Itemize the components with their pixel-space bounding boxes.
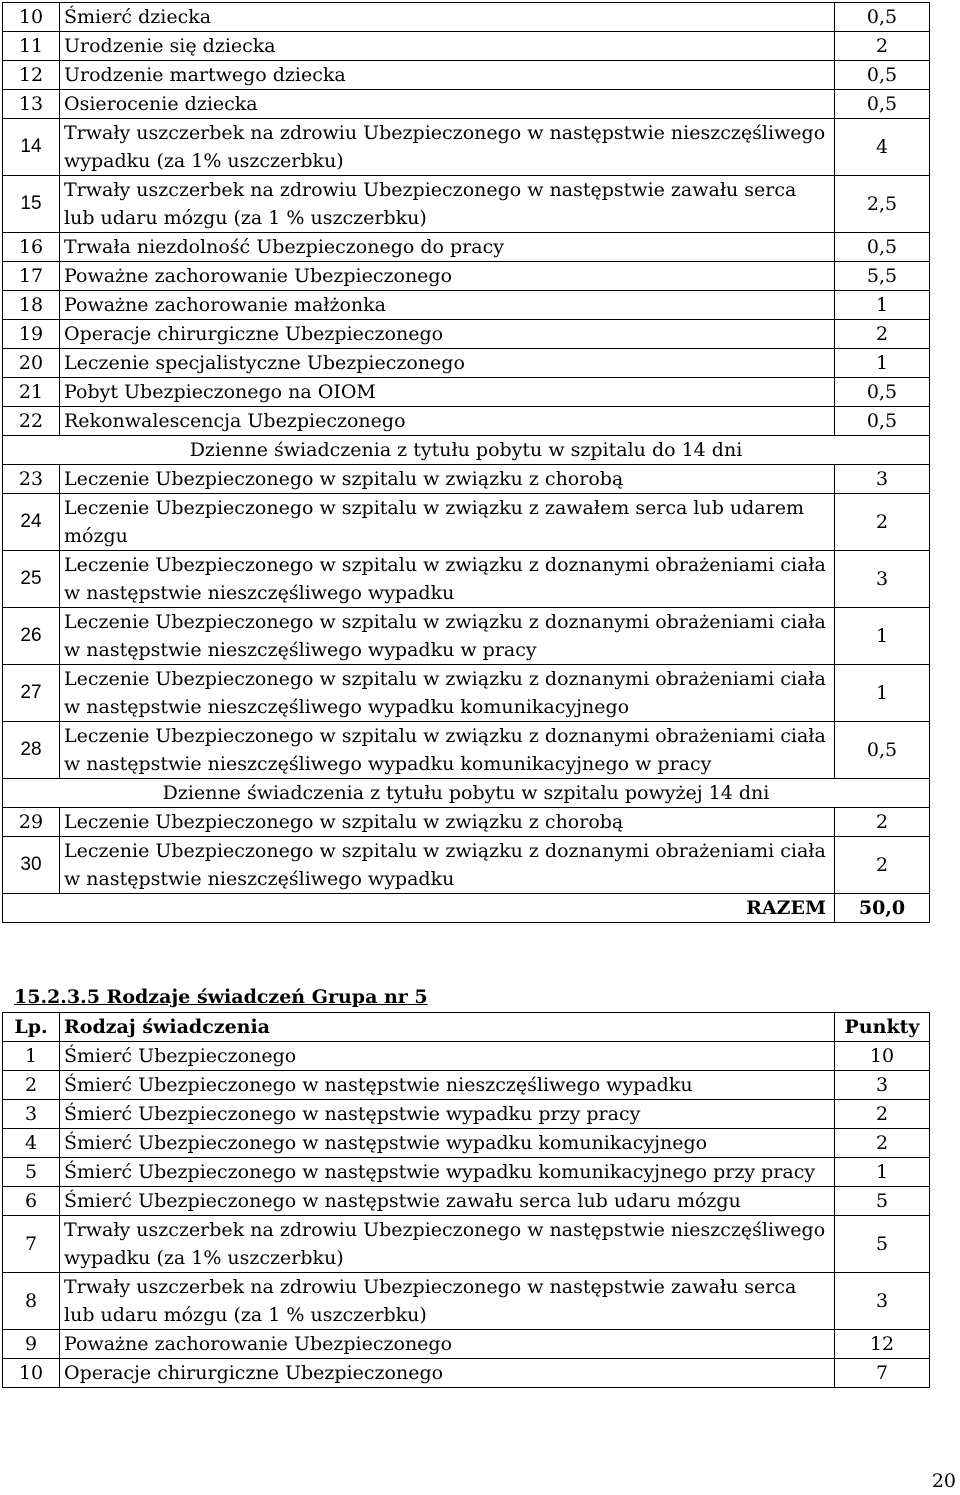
- row-description: Śmierć Ubezpieczonego w następstwie nieszczęśliwego wypadku: [60, 1071, 835, 1100]
- row-points: 2,5: [835, 176, 930, 233]
- row-description: Trwały uszczerbek na zdrowiu Ubezpieczonego w następstwie zawału serca lub udaru mózgu (za 1 % uszczerbku): [60, 176, 835, 233]
- row-number: 23: [3, 465, 60, 494]
- header-points: Punkty: [835, 1013, 930, 1042]
- row-number: 22: [3, 407, 60, 436]
- table-row: [3, 407, 930, 436]
- table-row: [3, 119, 930, 176]
- table-row: [3, 349, 930, 378]
- row-number: 28: [3, 722, 60, 779]
- row-description: Leczenie Ubezpieczonego w szpitalu w związku z doznanymi obrażeniami ciała w następstwie nieszczęśliwego wypadku komunikacyjnego w pracy: [60, 722, 835, 779]
- table-row: [3, 291, 930, 320]
- row-number: 13: [3, 90, 60, 119]
- table-row: [3, 1330, 930, 1359]
- row-points: 4: [835, 119, 930, 176]
- row-number: 3: [3, 1100, 60, 1129]
- row-number: 18: [3, 291, 60, 320]
- row-description: Leczenie Ubezpieczonego w szpitalu w związku z doznanymi obrażeniami ciała w następstwie nieszczęśliwego wypadku: [60, 551, 835, 608]
- table-row: [3, 1187, 930, 1216]
- row-points: 3: [835, 1273, 930, 1330]
- table-row: [3, 61, 930, 90]
- row-number: 19: [3, 320, 60, 349]
- section-heading: 15.2.3.5 Rodzaje świadczeń Grupa nr 5: [14, 986, 428, 1008]
- row-points: 1: [835, 665, 930, 722]
- table-row: [3, 1042, 930, 1071]
- table-row: [3, 665, 930, 722]
- row-description: Poważne zachorowanie małżonka: [60, 291, 835, 320]
- row-number: 21: [3, 378, 60, 407]
- row-points: 5: [835, 1216, 930, 1273]
- row-number: 1: [3, 1042, 60, 1071]
- row-number: 15: [3, 176, 60, 233]
- row-number: 4: [3, 1129, 60, 1158]
- page-number: 20: [931, 1470, 956, 1492]
- row-number: 29: [3, 808, 60, 837]
- row-number: 2: [3, 1071, 60, 1100]
- row-points: 1: [835, 349, 930, 378]
- table-row: [3, 378, 930, 407]
- row-points: 2: [835, 1129, 930, 1158]
- table-row: [3, 176, 930, 233]
- row-points: 2: [835, 837, 930, 894]
- section-label: Dzienne świadczenia z tytułu pobytu w szpitalu powyżej 14 dni: [3, 779, 930, 808]
- table-row: [3, 551, 930, 608]
- benefits-table-continued: [2, 2, 930, 923]
- row-number: 24: [3, 494, 60, 551]
- table-row: [3, 1100, 930, 1129]
- row-description: Leczenie Ubezpieczonego w szpitalu w związku z zawałem serca lub udarem mózgu: [60, 494, 835, 551]
- row-description: Śmierć Ubezpieczonego w następstwie zawału serca lub udaru mózgu: [60, 1187, 835, 1216]
- row-points: 1: [835, 608, 930, 665]
- row-description: Trwała niezdolność Ubezpieczonego do pracy: [60, 233, 835, 262]
- row-description: Poważne zachorowanie Ubezpieczonego: [60, 262, 835, 291]
- row-number: 14: [3, 119, 60, 176]
- row-points: 7: [835, 1359, 930, 1388]
- row-points: 0,5: [835, 722, 930, 779]
- row-points: 0,5: [835, 407, 930, 436]
- total-value: 50,0: [835, 894, 930, 923]
- table-row: [3, 1359, 930, 1388]
- row-points: 3: [835, 1071, 930, 1100]
- row-points: 10: [835, 1042, 930, 1071]
- row-points: 0,5: [835, 233, 930, 262]
- row-points: 2: [835, 320, 930, 349]
- row-description: Leczenie specjalistyczne Ubezpieczonego: [60, 349, 835, 378]
- row-description: Osierocenie dziecka: [60, 90, 835, 119]
- row-points: 0,5: [835, 61, 930, 90]
- row-number: 6: [3, 1187, 60, 1216]
- row-description: Urodzenie martwego dziecka: [60, 61, 835, 90]
- table-row: [3, 837, 930, 894]
- total-label: RAZEM: [3, 894, 835, 923]
- row-description: Pobyt Ubezpieczonego na OIOM: [60, 378, 835, 407]
- section-row: [3, 436, 930, 465]
- row-description: Operacje chirurgiczne Ubezpieczonego: [60, 320, 835, 349]
- row-description: Śmierć Ubezpieczonego w następstwie wypadku komunikacyjnego przy pracy: [60, 1158, 835, 1187]
- row-description: Leczenie Ubezpieczonego w szpitalu w związku z chorobą: [60, 465, 835, 494]
- row-description: Poważne zachorowanie Ubezpieczonego: [60, 1330, 835, 1359]
- row-description: Śmierć Ubezpieczonego w następstwie wypadku przy pracy: [60, 1100, 835, 1129]
- table-row: [3, 808, 930, 837]
- row-points: 0,5: [835, 378, 930, 407]
- row-number: 11: [3, 32, 60, 61]
- row-description: Operacje chirurgiczne Ubezpieczonego: [60, 1359, 835, 1388]
- row-number: 5: [3, 1158, 60, 1187]
- header-name: Rodzaj świadczenia: [60, 1013, 835, 1042]
- row-description: Urodzenie się dziecka: [60, 32, 835, 61]
- table-row: [3, 90, 930, 119]
- table-row: [3, 722, 930, 779]
- row-points: 2: [835, 1100, 930, 1129]
- row-number: 7: [3, 1216, 60, 1273]
- row-number: 25: [3, 551, 60, 608]
- table-row: [3, 262, 930, 291]
- section-row: [3, 779, 930, 808]
- row-number: 10: [3, 3, 60, 32]
- table-row: [3, 1129, 930, 1158]
- row-description: Leczenie Ubezpieczonego w szpitalu w związku z chorobą: [60, 808, 835, 837]
- table-header-row: [3, 1013, 930, 1042]
- row-description: Leczenie Ubezpieczonego w szpitalu w związku z doznanymi obrażeniami ciała w następstwie nieszczęśliwego wypadku komunikacyjnego: [60, 665, 835, 722]
- row-description: Śmierć dziecka: [60, 3, 835, 32]
- row-number: 27: [3, 665, 60, 722]
- row-points: 1: [835, 1158, 930, 1187]
- row-number: 26: [3, 608, 60, 665]
- row-points: 2: [835, 494, 930, 551]
- row-description: Rekonwalescencja Ubezpieczonego: [60, 407, 835, 436]
- table-row: [3, 1071, 930, 1100]
- row-number: 30: [3, 837, 60, 894]
- row-points: 2: [835, 32, 930, 61]
- row-points: 5: [835, 1187, 930, 1216]
- row-number: 9: [3, 1330, 60, 1359]
- row-number: 16: [3, 233, 60, 262]
- table-row: [3, 3, 930, 32]
- table-row: [3, 320, 930, 349]
- row-description: Trwały uszczerbek na zdrowiu Ubezpieczonego w następstwie nieszczęśliwego wypadku (za 1% uszczerbku): [60, 119, 835, 176]
- row-description: Trwały uszczerbek na zdrowiu Ubezpieczonego w następstwie zawału serca lub udaru mózgu (za 1 % uszczerbku): [60, 1273, 835, 1330]
- row-points: 0,5: [835, 3, 930, 32]
- table-row: [3, 608, 930, 665]
- row-points: 12: [835, 1330, 930, 1359]
- table-row: [3, 465, 930, 494]
- benefits-table-group-5: [2, 1012, 930, 1388]
- row-description: Śmierć Ubezpieczonego w następstwie wypadku komunikacyjnego: [60, 1129, 835, 1158]
- table-row: [3, 233, 930, 262]
- table-row: [3, 1273, 930, 1330]
- row-number: 20: [3, 349, 60, 378]
- table-row: [3, 494, 930, 551]
- row-points: 2: [835, 808, 930, 837]
- row-number: 10: [3, 1359, 60, 1388]
- row-number: 8: [3, 1273, 60, 1330]
- row-points: 3: [835, 551, 930, 608]
- row-points: 3: [835, 465, 930, 494]
- section-label: Dzienne świadczenia z tytułu pobytu w szpitalu do 14 dni: [3, 436, 930, 465]
- header-lp: Lp.: [3, 1013, 60, 1042]
- row-description: Leczenie Ubezpieczonego w szpitalu w związku z doznanymi obrażeniami ciała w następstwie nieszczęśliwego wypadku w pracy: [60, 608, 835, 665]
- row-points: 5,5: [835, 262, 930, 291]
- row-description: Śmierć Ubezpieczonego: [60, 1042, 835, 1071]
- row-number: 12: [3, 61, 60, 90]
- row-points: 1: [835, 291, 930, 320]
- row-number: 17: [3, 262, 60, 291]
- row-description: Trwały uszczerbek na zdrowiu Ubezpieczonego w następstwie nieszczęśliwego wypadku (za 1% uszczerbku): [60, 1216, 835, 1273]
- row-description: Leczenie Ubezpieczonego w szpitalu w związku z doznanymi obrażeniami ciała w następstwie nieszczęśliwego wypadku: [60, 837, 835, 894]
- table-row: [3, 1158, 930, 1187]
- table-row: [3, 1216, 930, 1273]
- total-row: [3, 894, 930, 923]
- row-points: 0,5: [835, 90, 930, 119]
- table-row: [3, 32, 930, 61]
